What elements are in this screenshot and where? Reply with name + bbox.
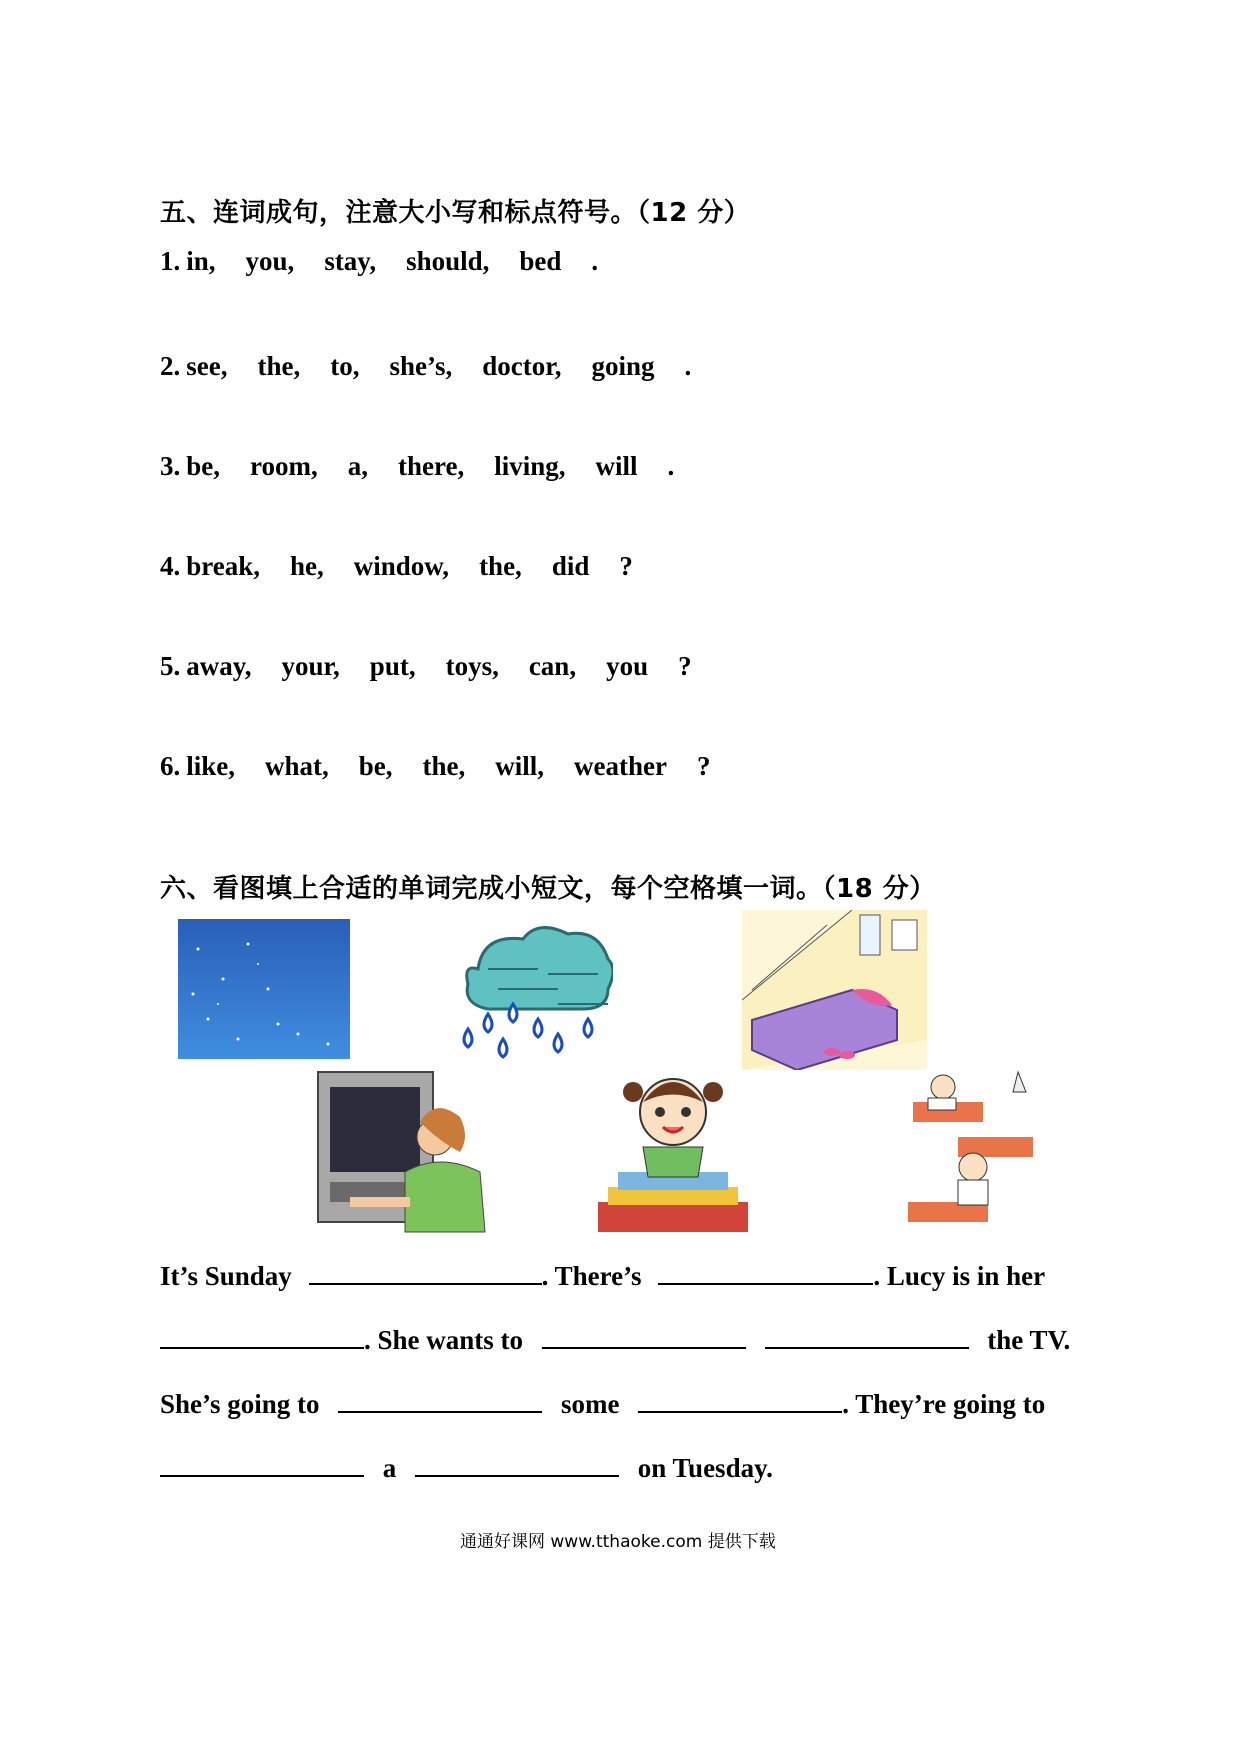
section5-heading: 五、连词成句，注意大小写和标点符号。（12 分） [160, 198, 751, 228]
passage-text: She’s going to [160, 1389, 320, 1419]
question-word: put, [369, 651, 416, 681]
question-word: the, [479, 551, 522, 581]
question-word: to, [330, 351, 360, 381]
passage-text: . Lucy is in her [873, 1261, 1046, 1291]
question-number: 3. [160, 451, 181, 481]
question-6 [160, 751, 711, 782]
passage-text: . There’s [541, 1261, 642, 1291]
question-word: away, [186, 651, 252, 681]
question-word: room, [250, 451, 318, 481]
night-sky-moon-picture [178, 919, 350, 1059]
students-at-desks-picture [903, 1062, 1043, 1240]
question-number: 6. [160, 751, 181, 781]
passage-line-1 [160, 1261, 1045, 1292]
question-word: window, [353, 551, 450, 581]
question-punctuation: ? [619, 551, 633, 581]
question-word: doctor, [482, 351, 562, 381]
passage-line-2 [160, 1325, 1070, 1356]
question-word: can, [528, 651, 577, 681]
question-word: there, [398, 451, 465, 481]
answer-blank[interactable] [542, 1325, 746, 1349]
passage-text: a [382, 1453, 397, 1483]
question-word: in, [186, 246, 216, 276]
question-word: stay, [324, 246, 377, 276]
question-punctuation: . [684, 351, 692, 381]
passage-text: . She wants to [364, 1325, 524, 1355]
question-word: be, [186, 451, 220, 481]
question-word: did [551, 551, 590, 581]
answer-blank[interactable] [338, 1389, 542, 1413]
question-number: 2. [160, 351, 181, 381]
question-word: bed [519, 246, 562, 276]
question-5 [160, 651, 692, 682]
question-4 [160, 551, 633, 582]
question-word: the, [422, 751, 466, 781]
question-word: be, [358, 751, 393, 781]
answer-blank[interactable] [160, 1325, 364, 1349]
question-word: see, [186, 351, 228, 381]
girl-watching-tv-picture [310, 1062, 490, 1240]
question-word: will, [495, 751, 545, 781]
bedroom-picture [742, 910, 927, 1070]
question-word: he, [290, 551, 324, 581]
question-word: toys, [445, 651, 499, 681]
question-word: should, [406, 246, 490, 276]
question-number: 5. [160, 651, 181, 681]
answer-blank[interactable] [638, 1389, 842, 1413]
passage-text: It’s Sunday [160, 1261, 292, 1291]
answer-blank[interactable] [415, 1453, 619, 1477]
passage-line-4 [160, 1453, 773, 1484]
question-word: what, [265, 751, 329, 781]
answer-blank[interactable] [160, 1453, 364, 1477]
question-word: break, [186, 551, 261, 581]
question-word: she’s, [389, 351, 453, 381]
question-number: 1. [160, 246, 181, 276]
passage-text: the TV. [987, 1325, 1071, 1355]
answer-blank[interactable] [658, 1261, 873, 1285]
question-word: the, [257, 351, 301, 381]
girl-reading-books-picture [588, 1062, 756, 1240]
question-word: going [591, 351, 655, 381]
question-1 [160, 246, 598, 277]
section6-heading: 六、看图填上合适的单词完成小短文，每个空格填一词。（18 分） [160, 874, 936, 904]
passage-text: on Tuesday. [637, 1453, 773, 1483]
question-word: like, [186, 751, 236, 781]
question-word: living, [494, 451, 566, 481]
passage-text: . They’re going to [842, 1389, 1046, 1419]
passage-line-3 [160, 1389, 1045, 1420]
rain-cloud-picture [458, 919, 613, 1064]
question-punctuation: ? [697, 751, 711, 781]
answer-blank[interactable] [765, 1325, 969, 1349]
question-number: 4. [160, 551, 181, 581]
question-word: a, [347, 451, 368, 481]
question-punctuation: . [667, 451, 675, 481]
passage-text: some [561, 1389, 620, 1419]
question-word: will [595, 451, 638, 481]
answer-blank[interactable] [309, 1261, 542, 1285]
question-word: you [606, 651, 649, 681]
question-punctuation: . [591, 246, 599, 276]
question-word: weather [574, 751, 668, 781]
question-word: your, [281, 651, 340, 681]
question-word: you, [245, 246, 295, 276]
footer-credit: 通通好课网 www.tthaoke.com 提供下载 [460, 1532, 776, 1552]
question-punctuation: ? [678, 651, 692, 681]
question-2 [160, 351, 691, 382]
question-3 [160, 451, 674, 482]
